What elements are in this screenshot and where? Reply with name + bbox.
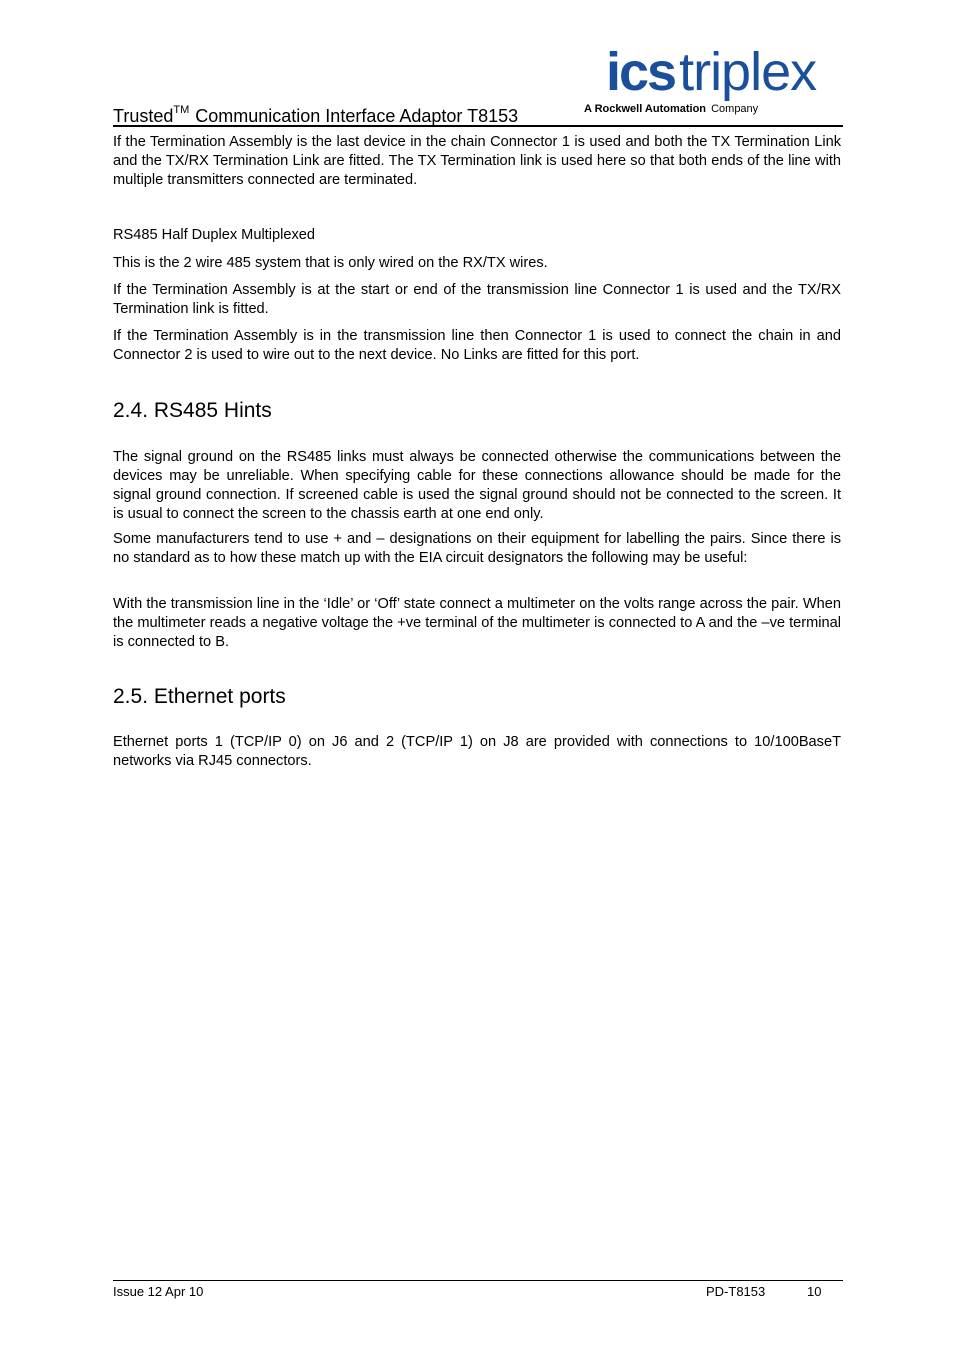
footer-document-id: PD-T8153 (706, 1284, 766, 1299)
header-rule (113, 125, 843, 127)
logo-tagline-company: Company (711, 103, 759, 115)
trademark-superscript: TM (173, 104, 190, 116)
document-title (113, 100, 518, 128)
logo-tagline (584, 103, 758, 115)
logo-wordmark (606, 44, 816, 100)
heading-rs485-hints: 2.4. RS485 Hints (113, 399, 272, 422)
subheading-rs485-half-duplex: RS485 Half Duplex Multiplexed (113, 227, 315, 243)
heading-ethernet-ports: 2.5. Ethernet ports (113, 685, 286, 708)
title-prefix: Trusted (113, 106, 174, 126)
paragraph-manufacturer-designations: Some manufacturers tend to use + and – designations on their equipment for labelling the pairs. Since there is no standard as to how these match up with the EIA circuit designators the following may be useful: (113, 531, 841, 566)
paragraph-termination-last: If the Termination Assembly is the last device in the chain Connector 1 is used and both the TX Termination Link and the TX/RX Termination Link are fitted. The TX Termination link is used here so that both ends of the line with multiple transmitters connected are terminated. (113, 134, 841, 188)
footer-rule (113, 1280, 843, 1281)
paragraph-2-wire: This is the 2 wire 485 system that is only wired on the RX/TX wires. (113, 255, 548, 271)
paragraph-termination-start-end: If the Termination Assembly is at the start or end of the transmission line Connector 1 is used and the TX/RX Termination link is fitted. (113, 282, 841, 317)
logo-ics: ics (606, 42, 676, 102)
logo-tagline-main: A Rockwell Automation (584, 103, 707, 115)
paragraph-ethernet-ports: Ethernet ports 1 (TCP/IP 0) on J6 and 2 (TCP/IP 1) on J8 are provided with connections to 10/100BaseT networks via RJ45 connectors. (113, 734, 841, 769)
paragraph-signal-ground: The signal ground on the RS485 links must always be connected otherwise the communications between the devices may be unreliable. When specifying cable for these connections allowance should be made for the signal ground connection. If screened cable is used the signal ground should not be connected to the screen. It is usual to connect the screen to the chassis earth at one end only. (113, 449, 841, 522)
footer-issue: Issue 12 Apr 10 (113, 1284, 204, 1299)
paragraph-termination-in-line: If the Termination Assembly is in the transmission line then Connector 1 is used to connect the chain in and Connector 2 is used to wire out to the next device. No Links are fitted for this port. (113, 328, 841, 363)
paragraph-multimeter-test: With the transmission line in the ‘Idle’ or ‘Off’ state connect a multimeter on the volts range across the pair. When the multimeter reads a negative voltage the +ve terminal of the multimeter is connected to A and the –ve terminal is connected to B. (113, 596, 841, 650)
logo-triplex: triplex (679, 42, 817, 102)
footer-page-number: 10 (807, 1284, 822, 1299)
ics-triplex-logo (582, 44, 844, 118)
title-suffix: Communication Interface Adaptor T8153 (195, 106, 519, 126)
